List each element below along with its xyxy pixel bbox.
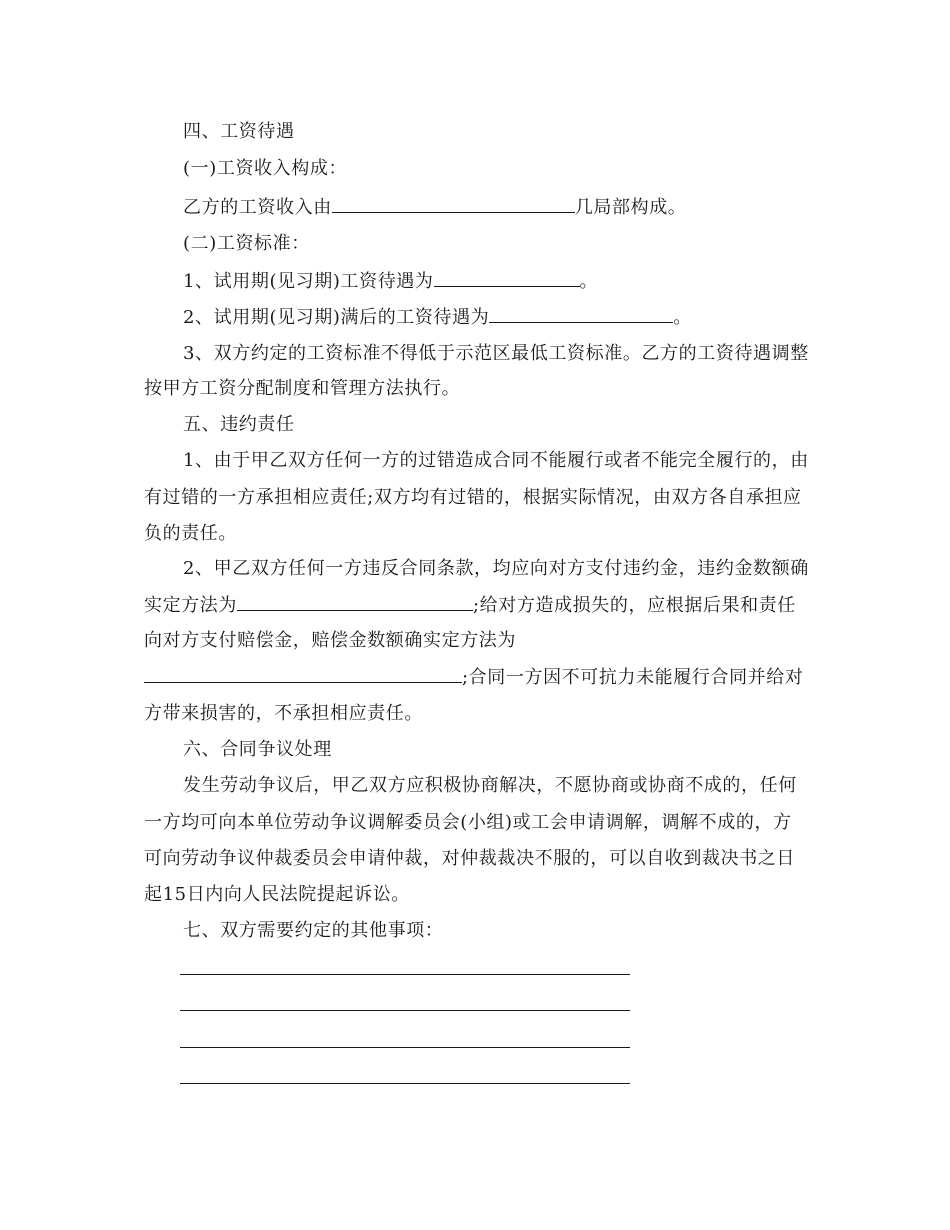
- penalty-method-prefix: 实定方法为: [144, 595, 237, 616]
- liability-p2-line4: [144, 665, 803, 689]
- dispute-line3: 可向劳动争议仲裁委员会申请仲裁，对仲裁裁决不服的，可以自收到裁决书之日: [144, 848, 795, 869]
- salary-composition-subheading: (一)工资收入构成：: [183, 158, 348, 179]
- other-matters-blank-1[interactable]: [180, 974, 630, 975]
- liability-p1-line1: 1、由于甲乙双方任何一方的过错造成合同不能履行或者不能完全履行的，由: [183, 450, 809, 471]
- compensation-method-suffix: ;合同一方因不可抗力未能履行合同并给对: [462, 667, 804, 688]
- probation-salary-line: [183, 269, 598, 293]
- salary-composition-line: [183, 195, 686, 219]
- penalty-method-blank[interactable]: [237, 593, 473, 611]
- dispute-line1: 发生劳动争议后，甲乙双方应积极协商解决，不愿协商或协商不成的，任何: [183, 775, 797, 796]
- liability-p1-line3: 负的责任。: [144, 523, 237, 544]
- other-matters-blank-3[interactable]: [180, 1047, 630, 1048]
- section-6-heading: 六、合同争议处理: [183, 739, 332, 760]
- salary-composition-suffix: 几局部构成。: [574, 197, 687, 218]
- compensation-method-blank[interactable]: [144, 665, 462, 683]
- post-probation-salary-prefix: 2、试用期(见习期)满后的工资待遇为: [183, 307, 490, 328]
- salary-standard-item3-line2: 按甲方工资分配制度和管理方法执行。: [144, 378, 461, 399]
- other-matters-blank-2[interactable]: [180, 1010, 630, 1011]
- salary-composition-blank[interactable]: [332, 195, 575, 213]
- post-probation-salary-blank[interactable]: [489, 305, 673, 323]
- liability-p2-line5: 方带来损害的，不承担相应责任。: [144, 703, 423, 724]
- dispute-line2: 一方均可向本单位劳动争议调解委员会(小组)或工会申请调解，调解不成的，方: [144, 812, 792, 833]
- post-probation-salary-suffix: 。: [673, 307, 692, 328]
- salary-standard-subheading: (二)工资标准：: [183, 233, 310, 254]
- probation-salary-suffix: 。: [579, 271, 599, 292]
- probation-salary-prefix: 1、试用期(见习期)工资待遇为: [183, 271, 434, 292]
- other-matters-blank-4[interactable]: [180, 1083, 630, 1084]
- salary-composition-prefix: 乙方的工资收入由: [183, 197, 332, 218]
- post-probation-salary-line: [183, 305, 692, 329]
- liability-p2-line2: [144, 593, 796, 617]
- penalty-method-suffix: ;给对方造成损失的，应根据后果和责任: [473, 595, 796, 616]
- liability-p2-line1: 2、甲乙双方任何一方违反合同条款，均应向对方支付违约金，违约金数额确: [183, 558, 809, 579]
- liability-p2-line3: 向对方支付赔偿金，赔偿金数额确实定方法为: [144, 630, 516, 651]
- liability-p1-line2: 有过错的一方承担相应责任;双方均有过错的，根据实际情况，由双方各自承担应: [144, 487, 802, 508]
- section-4-heading: 四、工资待遇: [183, 121, 295, 142]
- salary-standard-item3-line1: 3、双方约定的工资标准不得低于示范区最低工资标准。乙方的工资待遇调整: [183, 343, 809, 364]
- section-7-heading: 七、双方需要约定的其他事项：: [183, 920, 444, 941]
- dispute-line4: 起15日内向人民法院提起诉讼。: [144, 884, 410, 905]
- probation-salary-blank[interactable]: [434, 269, 580, 287]
- section-5-heading: 五、违约责任: [183, 414, 295, 435]
